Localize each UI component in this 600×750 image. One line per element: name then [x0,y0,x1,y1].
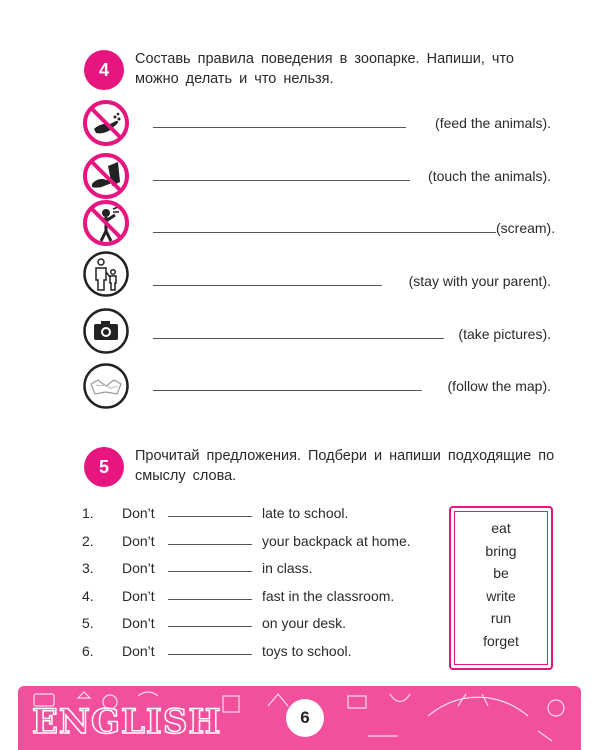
no-screaming-icon [82,199,130,247]
sentence-start: Don’t [122,532,155,549]
rule-phrase: (follow the map). [447,378,551,394]
sentence-end: on your desk. [262,615,347,631]
word-bank-item: be [493,565,509,582]
no-feeding-icon [82,99,130,147]
rule-phrase: (touch the animals). [428,168,551,184]
answer-blank[interactable] [168,626,252,627]
no-touching-icon [82,152,130,200]
answer-blank[interactable] [168,654,252,655]
sentence-start: Don’t [122,642,155,659]
sentence-list [82,501,442,659]
word-bank-item: run [490,610,512,627]
sentence-start: Don’t [122,505,155,521]
rule-phrase: (take pictures). [458,326,551,342]
word-bank-item: forget [483,632,519,649]
sentence-end: fast in the classroom. [262,587,395,604]
answer-line[interactable] [153,390,422,391]
sentence-row [82,529,442,549]
map-icon [82,362,130,410]
sentence-row [82,584,442,604]
page-number: 6 [286,699,324,737]
sentence-start: Don’t [122,560,155,576]
sentence-number: 5. [82,615,94,631]
sentence-number: 3. [82,560,94,576]
answer-line[interactable] [153,232,496,233]
word-bank-item: eat [491,520,511,536]
word-bank-item: bring [485,542,517,559]
sentence-end: in class. [262,560,313,576]
sentence-row [82,611,442,631]
sentence-end: your backpack at home. [262,532,411,549]
word-bank-item: write [486,587,516,604]
sentence-number: 4. [82,587,94,604]
rule-phrase: (stay with your parent). [408,273,551,289]
sentence-row [82,556,442,576]
task-4-instruction: Составь правила поведения в зоопарке. Напиши, что можно делать и что нельзя. [135,51,514,87]
answer-blank[interactable] [168,599,252,600]
sentence-row [82,501,442,521]
answer-line[interactable] [153,338,444,339]
answer-blank[interactable] [168,516,252,517]
answer-line[interactable] [153,285,382,286]
sentence-number: 6. [82,642,94,659]
rule-phrase: (scream). [496,220,556,236]
answer-blank[interactable] [168,544,252,545]
task-5-badge: 5 [84,447,124,487]
answer-line[interactable] [153,127,406,128]
word-bank [449,506,553,670]
sentence-end: toys to school. [262,642,352,659]
answer-blank[interactable] [168,571,252,572]
english-banner-text: ENGLISH [32,702,222,742]
task-4-badge: 4 [84,50,124,90]
camera-icon [82,307,130,355]
sentence-end: late to school. [262,505,349,521]
parent-child-icon [82,250,130,298]
answer-line[interactable] [153,180,410,181]
task-5-instruction: Прочитай предложения. Подбери и напиши подходящие по смыслу слова. [135,448,555,484]
sentence-row [82,639,442,659]
sentence-start: Don’t [122,615,155,631]
sentence-number: 2. [82,532,94,549]
rule-phrase: (feed the animals). [435,115,551,131]
sentence-start: Don’t [122,587,155,604]
sentence-number: 1. [82,505,94,521]
